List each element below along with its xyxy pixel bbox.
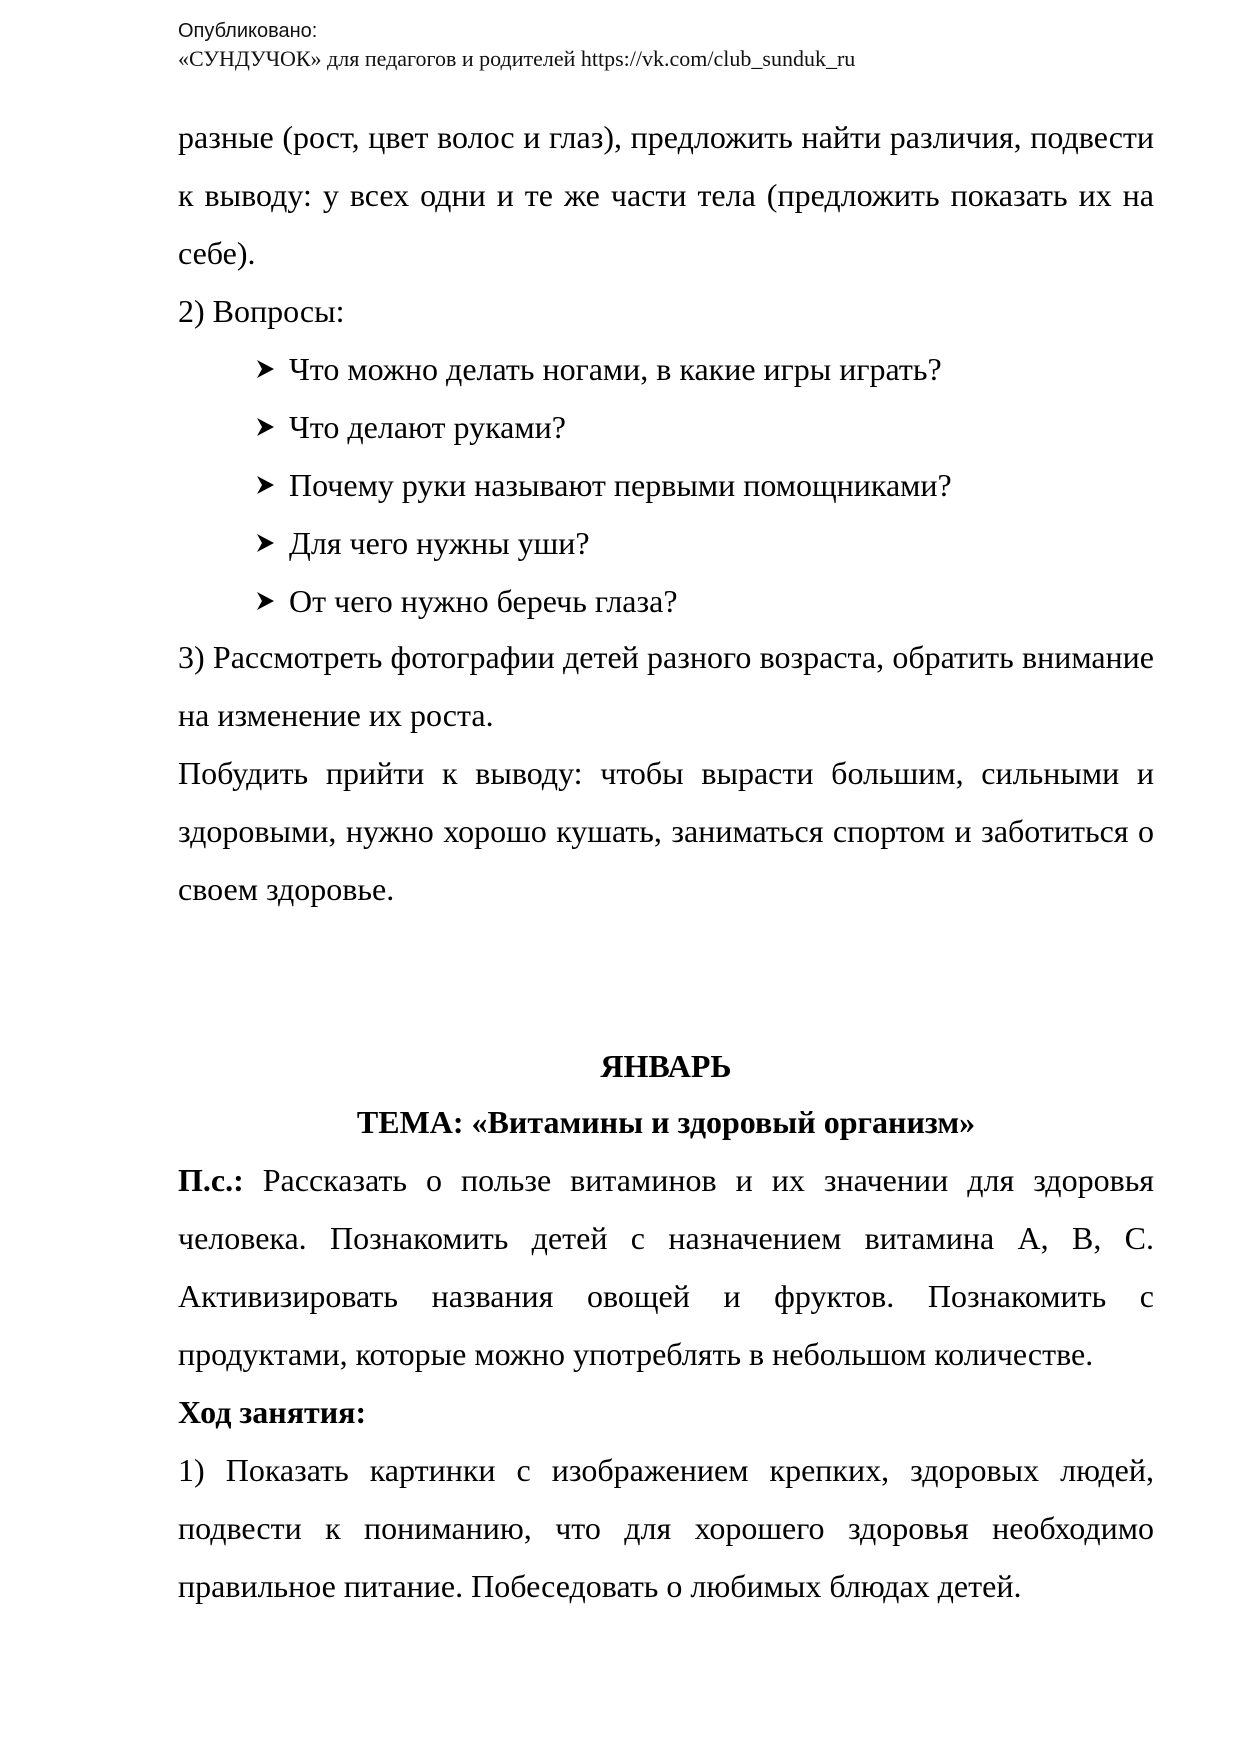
goals-paragraph <box>178 1151 1154 1383</box>
header-published-label: Опубликовано: <box>178 20 318 42</box>
questions-heading: 2) Вопросы: <box>178 293 345 329</box>
arrow-bullet-icon <box>255 533 275 553</box>
list-item <box>255 572 952 630</box>
question-text: От чего нужно беречь глаза? <box>289 583 678 619</box>
question-text: Что можно делать ногами, в какие игры играть? <box>289 351 942 387</box>
publication-header <box>178 18 855 72</box>
conclusion-paragraph: Побудить прийти к выводу: чтобы вырасти большим, сильными и здоровыми, нужно хорошо кушать, заниматься спортом и заботиться о своем здоровье. <box>178 755 1154 907</box>
question-text: Почему руки называют первыми помощниками? <box>289 467 952 503</box>
list-item <box>255 340 952 398</box>
topic-heading: ТЕМА: «Витамины и здоровый организм» <box>356 1104 976 1140</box>
point1-paragraph: 1) Показать картинки с изображением крепких, здоровых людей, подвести к пониманию, что для хорошего здоровья необходимо правильное питание. Побеседовать о любимых блюдах детей. <box>178 1452 1154 1604</box>
list-item <box>255 398 952 456</box>
question-text: Для чего нужны уши? <box>289 525 590 561</box>
arrow-bullet-icon <box>255 359 275 379</box>
lesson-heading: Ход занятия: <box>178 1394 367 1430</box>
list-item <box>255 514 952 572</box>
point3-paragraph: 3) Рассмотреть фотографии детей разного возраста, обратить внимание на изменение их роста. <box>178 639 1154 733</box>
goals-label: П.с.: <box>178 1162 244 1198</box>
month-heading: ЯНВАРЬ <box>600 1048 732 1084</box>
arrow-bullet-icon <box>255 591 275 611</box>
goals-text: Рассказать о пользе витаминов и их значении для здоровья человека. Познакомить детей с назначением витамина А, В, С. Активизировать названия овощей и фруктов. Познакомить с продуктами, которые можно употреблять в небольшом количестве. <box>178 1162 1154 1372</box>
header-source-line: «СУНДУЧОК» для педагогов и родителей https://vk.com/club_sunduk_ru <box>178 46 856 71</box>
list-item <box>255 456 952 514</box>
question-text: Что делают руками? <box>289 409 566 445</box>
arrow-bullet-icon <box>255 417 275 437</box>
intro-paragraph: разные (рост, цвет волос и глаз), предложить найти различия, подвести к выводу: у всех одни и те же части тела (предложить показать их на себе). <box>178 119 1154 271</box>
arrow-bullet-icon <box>255 475 275 495</box>
questions-list <box>255 340 952 630</box>
